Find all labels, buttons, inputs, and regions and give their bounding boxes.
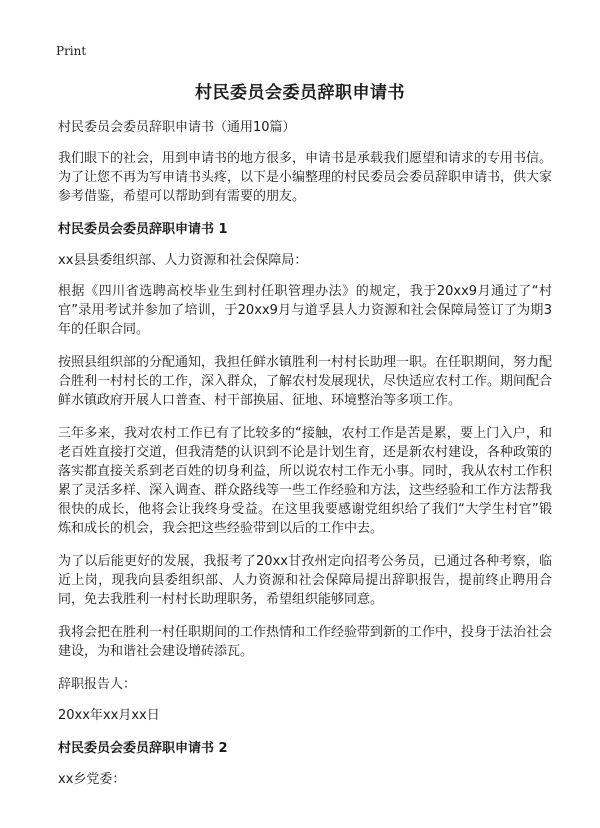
document-subtitle: 村民委员会委员辞职申请书（通用10篇）	[58, 120, 296, 135]
letter-1-paragraph: 三年多来，我对农村工作已有了比较多的“接触，农村工作是苦是累，要上门入户，和老百姓直接打交道，但我清楚的认识到不论是计划生育，还是新农村建设，各种政策的落实都直接关系到老百姓的切身利益，所以说农村工作无小事。同时，我从农村工作积累了灵活多样、深入调查、群众路线等一些工作经验和方法，这些经验和工作方法帮我很快的成长，他将会让我终身受益。在这里我要感谢党组织给了我们“大学生村官”锻炼和成长的机会，我会把这些经验带到以后的工作中去。	[58, 426, 553, 536]
letter-1-salutation: xx县县委组织部、人力资源和社会保障局：	[58, 253, 308, 268]
intro-paragraph: 我们眼下的社会，用到申请书的地方很多，申请书是承载我们愿望和请求的专用书信。为了让您不再为写申请书头疼，以下是小编整理的村民委员会委员辞职申请书，供大家参考借鉴，希望可以帮助到有需要的朋友。	[58, 151, 553, 204]
letter-2-salutation: xx乡党委：	[58, 772, 126, 787]
letter-1-heading: 村民委员会委员辞职申请书 1	[58, 222, 228, 237]
letter-1-paragraph: 根据《四川省选聘高校毕业生到村任职管理办法》的规定，我于20xx9月通过了“村官”录用考试并参加了培训，于20xx9月与道孚县人力资源和社会保障局签订了为期3年的任职合同。	[58, 284, 552, 337]
letter-1-paragraph: 按照县组织部的分配通知，我担任鲜水镇胜利一村村长助理一职。在任职期间，努力配合胜利一村村长的工作，深入群众，了解农村发展现状，尽快适应农村工作。期间配合鲜水镇政府开展人口普查、村干部换届、征地、环境整治等多项工作。	[58, 355, 553, 408]
letter-1-paragraph: 为了以后能更好的发展，我报考了20xx甘孜州定向招考公务员，已通过各种考察，临近上岗，现我向县委组织部、人力资源和社会保障局提出辞职报告，提前终止聘用合同，免去我胜利一村村长助理职务，希望组织能够同意。	[58, 554, 552, 607]
document-body	[58, 118, 552, 801]
letter-1-paragraph: 我将会把在胜利一村任职期间的工作热情和工作经验带到新的工作中，投身于法治社会建设，为和谐社会建设增砖添瓦。	[58, 625, 553, 659]
letter-1-signature: 辞职报告人：	[58, 677, 137, 692]
print-link[interactable]: Print	[56, 44, 87, 58]
letter-1-date: 20xx年xx月xx日	[58, 708, 160, 723]
letter-2-heading: 村民委员会委员辞职申请书 2	[58, 741, 228, 756]
page-title: 村民委员会委员辞职申请书	[195, 83, 405, 103]
